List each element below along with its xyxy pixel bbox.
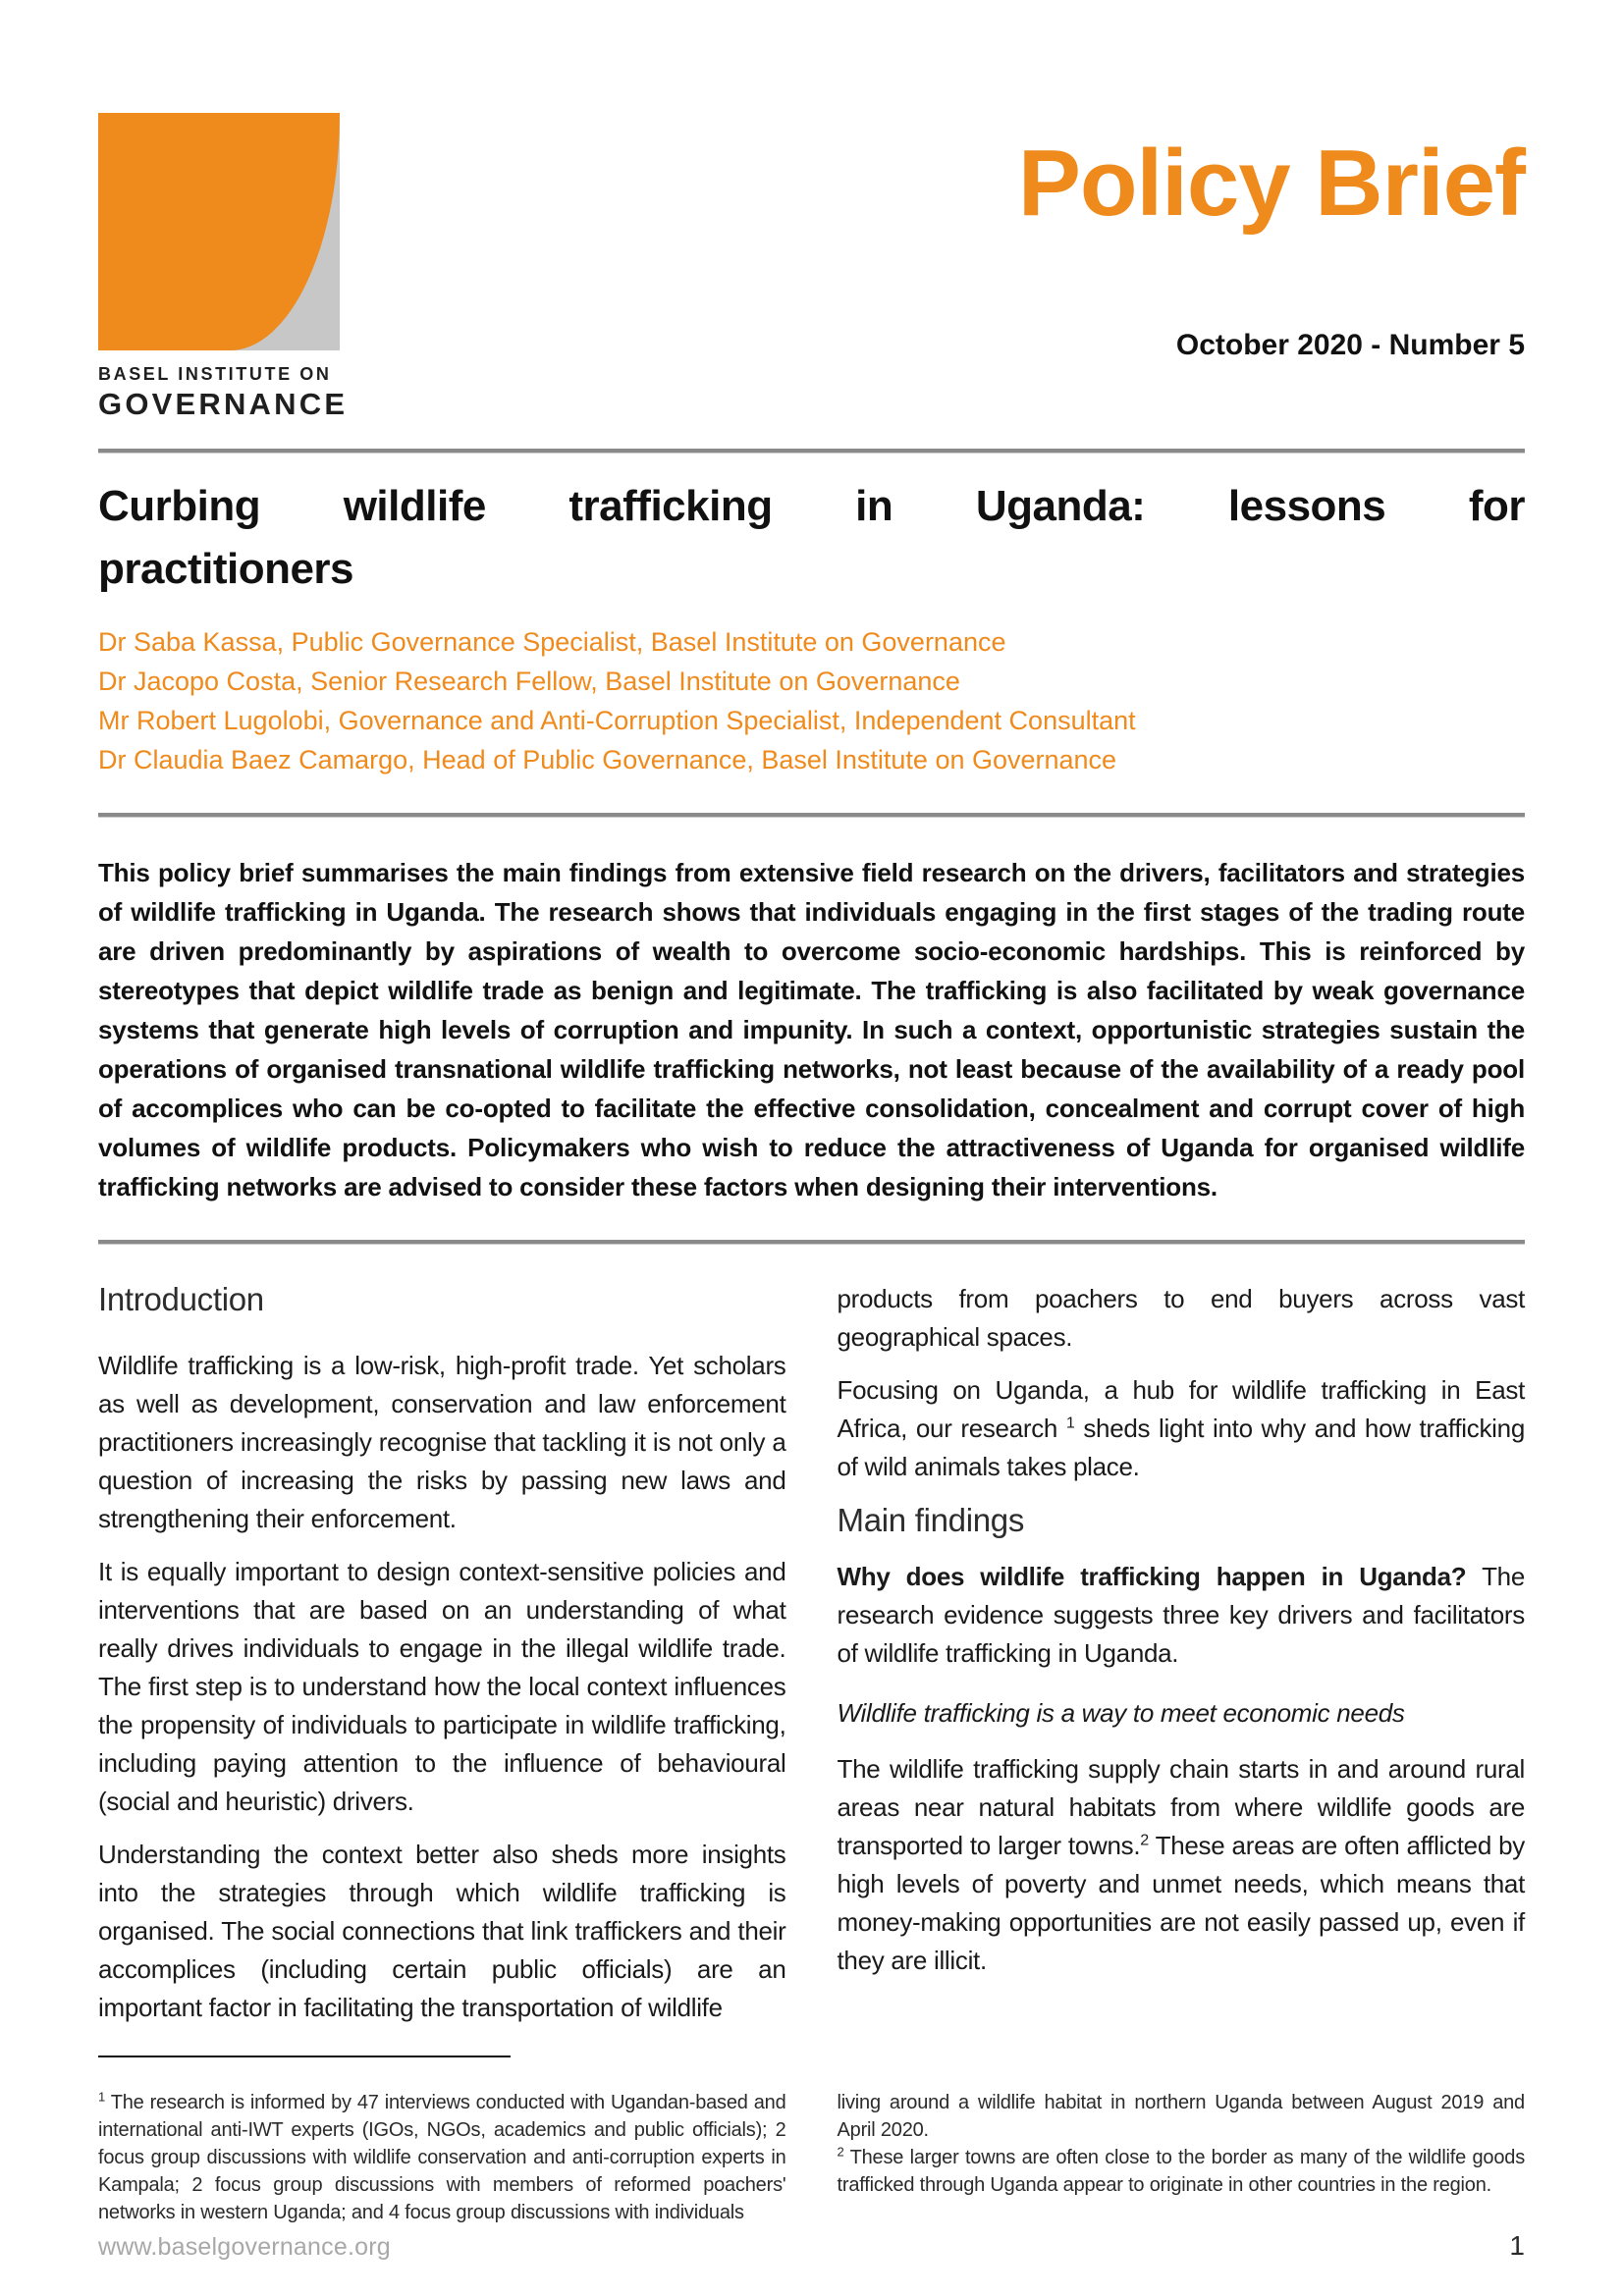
paragraph-continuation: products from poachers to end buyers across vast geographical spaces. — [837, 1284, 1525, 1352]
footnotes — [98, 2056, 1525, 2226]
issue-date: October 2020 - Number 5 — [1175, 329, 1525, 361]
basel-institute-logo — [98, 113, 349, 422]
footnote-separator — [98, 2056, 511, 2057]
footnote-1-continuation: living around a wildlife habitat in northern Uganda between August 2019 and April 2020. — [837, 2092, 1525, 2141]
footer-url: www.baselgovernance.org — [98, 2233, 391, 2261]
author-list — [98, 622, 1525, 779]
page-footer — [98, 2230, 1525, 2262]
footnote-1 — [98, 2089, 786, 2226]
paragraph-text: sheds light into why and how trafficking of wild animals takes place. — [837, 1414, 1525, 1481]
paragraph — [838, 1750, 1526, 1980]
header-divider — [98, 449, 1525, 454]
author-line: Dr Claudia Baez Camargo, Head of Public Governance, Basel Institute on Governance — [98, 745, 1117, 774]
logo-text-line2: GOVERNANCE — [98, 387, 349, 421]
section-heading-introduction: Introduction — [98, 1281, 264, 1317]
paragraph — [838, 1371, 1526, 1486]
subheading-economic-needs: Wildlife trafficking is a way to meet economic needs — [837, 1698, 1405, 1728]
body-columns — [98, 1280, 1525, 2042]
abstract-bottom-divider — [98, 1240, 1525, 1245]
logo-curve-icon — [98, 113, 340, 350]
footnote-2-text: These larger towns are often close to the border as many of the wildlife goods trafficked through Uganda appear to originate in other countries in the region. — [837, 2147, 1525, 2196]
masthead-block — [344, 113, 1525, 362]
footnote-2 — [838, 2144, 1526, 2199]
footnote-ref-2: 2 — [1140, 1831, 1149, 1849]
section-heading-main-findings: Main findings — [837, 1502, 1025, 1538]
finding-question-bold: Why does wildlife trafficking happen in Uganda? — [837, 1562, 1467, 1591]
right-column — [838, 1280, 1526, 2042]
footnote-column-right — [838, 2056, 1526, 2226]
footnote-1-marker: 1 — [98, 2089, 106, 2105]
footnote-1-text: The research is informed by 47 interviews conducted with Ugandan-based and international anti-IWT experts (IGOs, NGOs, academics and public officials); 2 focus group discussions with wildlife conservation and anti-corruption experts in Kampala; 2 focus group discussions with members of reformed poachers' networks in western Uganda; and 4 focus group discussions with individuals — [98, 2092, 786, 2223]
page-number: 1 — [1509, 2230, 1525, 2261]
paragraph: Wildlife trafficking is a low-risk, high-profit trade. Yet scholars as well as development, conservation and law enforcement practitioners increasingly recognise that tackling it is not only a question of increasing the risks by passing new laws and strengthening their enforcement. — [98, 1351, 786, 1533]
abstract-top-divider — [98, 813, 1525, 818]
footnote-column-left — [98, 2056, 786, 2226]
paragraph-text: These areas are often afflicted by high levels of poverty and unmet needs, which means that money-making opportunities are not easily passed up, even if they are illicit. — [837, 1831, 1525, 1975]
document-title-line1: Curbing wildlife trafficking in Uganda: lessons for — [98, 482, 1525, 530]
paragraph: It is equally important to design context-sensitive policies and interventions that are based on an understanding of what really drives individuals to engage in the illegal wildlife trade. The first step is to understand how the local context influences the propensity of individuals to participate in wildlife trafficking, including paying attention to the influence of behavioural (social and heuristic) drivers. — [98, 1557, 786, 1816]
document-title — [98, 475, 1525, 601]
left-column — [98, 1280, 786, 2042]
masthead-title: Policy Brief — [1017, 131, 1525, 236]
paragraph-text: Focusing on Uganda, a hub for wildlife trafficking in East Africa, our research — [837, 1375, 1525, 1443]
paragraph-text: The wildlife trafficking supply chain starts in and around rural areas near natural habitats from where wildlife goods are transported to larger towns. — [837, 1754, 1525, 1860]
author-line: Dr Jacopo Costa, Senior Research Fellow, Basel Institute on Governance — [98, 667, 960, 696]
document-title-line2: practitioners — [98, 545, 354, 593]
header — [98, 113, 1525, 425]
abstract: This policy brief summarises the main findings from extensive field research on the drivers, facilitators and strategies of wildlife trafficking in Uganda. The research shows that individuals engaging in the first stages of the trading route are driven predominantly by aspirations of wealth to overcome socio-economic hardships. This is reinforced by stereotypes that depict wildlife trade as benign and legitimate. The trafficking is also facilitated by weak governance systems that generate high levels of corruption and impunity. In such a context, opportunistic strategies sustain the operations of organised transnational wildlife trafficking networks, not least because of the availability of a ready pool of accomplices who can be co-opted to facilitate the effective consolidation, concealment and corrupt cover of high volumes of wildlife products. Policymakers who wish to reduce the attractiveness of Uganda for organised wildlife trafficking networks are advised to consider these factors when designing their interventions. — [98, 858, 1525, 1201]
logo-text-line1: BASEL INSTITUTE ON — [98, 364, 332, 384]
author-line: Mr Robert Lugolobi, Governance and Anti-Corruption Specialist, Independent Consultant — [98, 706, 1136, 735]
paragraph-text: The research evidence suggests three key drivers and facilitators of wildlife trafficking in Uganda. — [837, 1562, 1525, 1668]
footnote-ref-1: 1 — [1065, 1414, 1075, 1432]
paragraph — [838, 1558, 1526, 1673]
author-line: Dr Saba Kassa, Public Governance Specialist, Basel Institute on Governance — [98, 627, 1006, 657]
paragraph: Understanding the context better also sheds more insights into the strategies through which wildlife trafficking is organised. The social connections that link traffickers and their accomplices (including certain public officials) are an important factor in facilitating the transportation of wildlife — [98, 1840, 786, 2022]
footnote-2-marker: 2 — [837, 2144, 844, 2160]
